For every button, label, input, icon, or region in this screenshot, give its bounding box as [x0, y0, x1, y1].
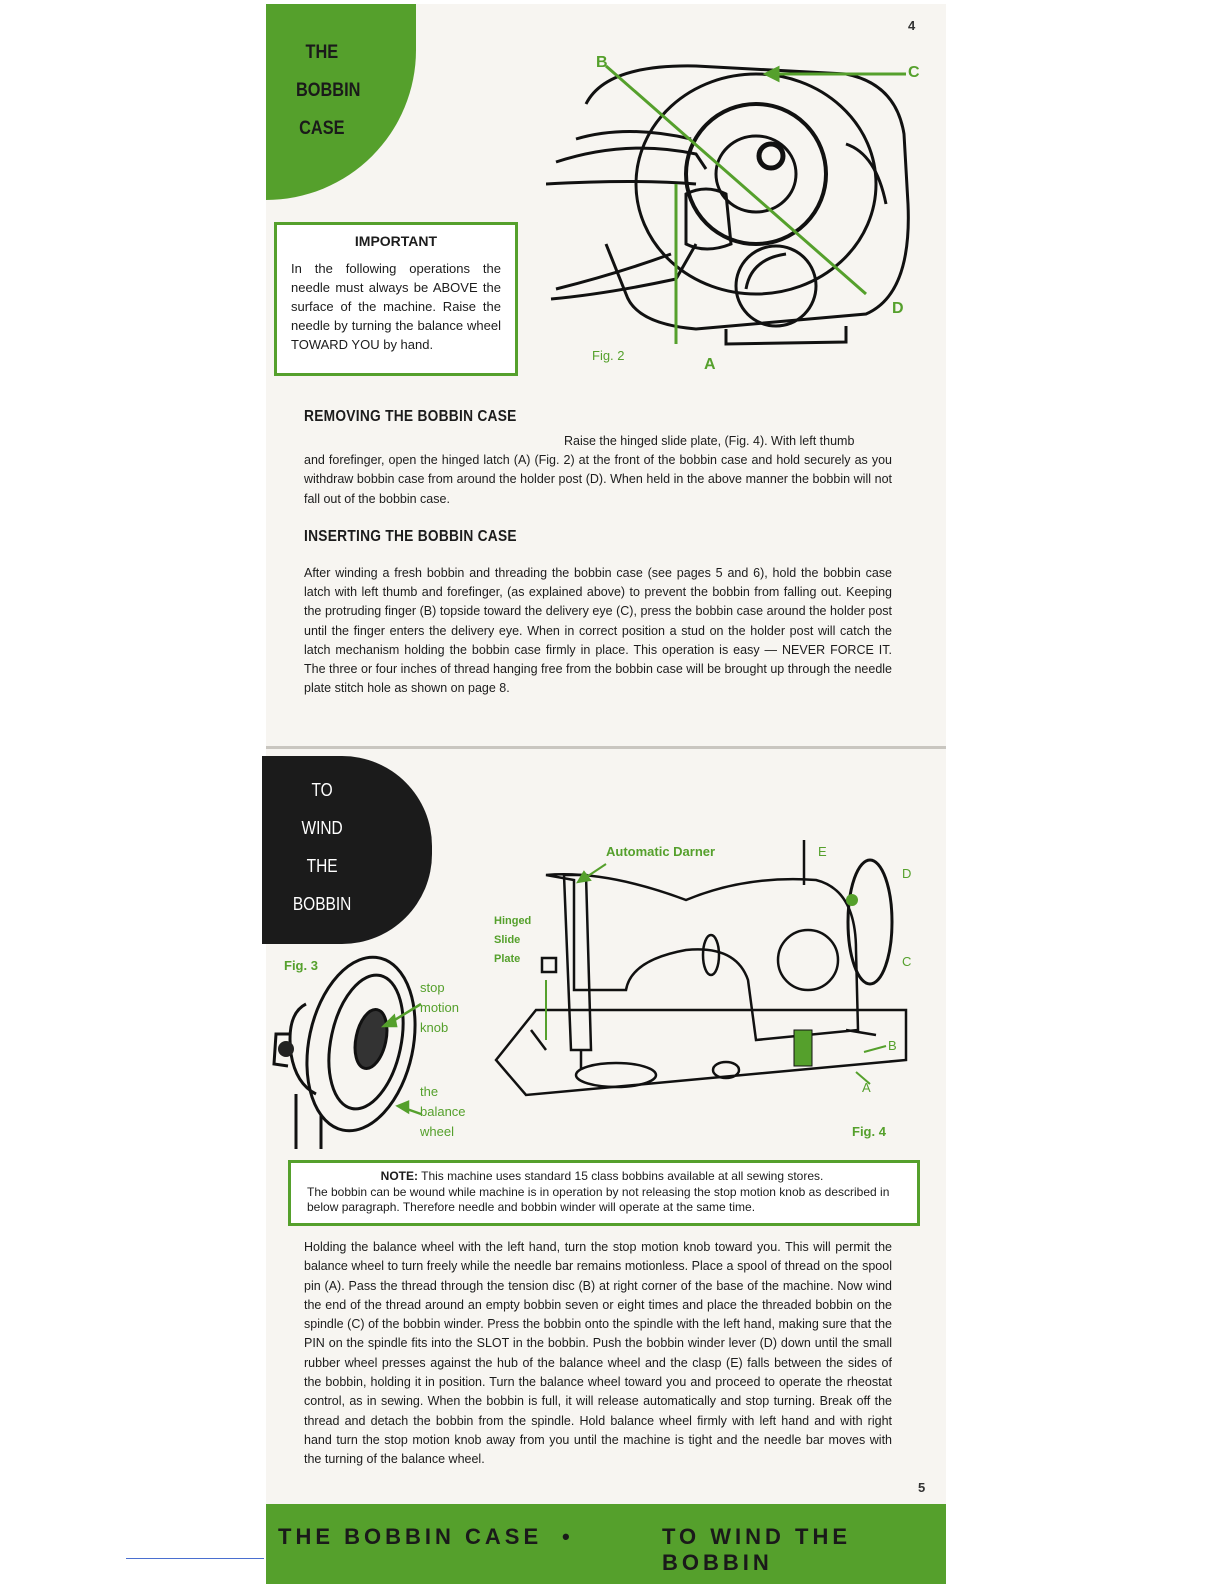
fig2-letter-d: D [892, 300, 904, 317]
wind-title-line-3: THE [306, 856, 338, 876]
footer-right-title: TO WIND THE BOBBIN [662, 1524, 852, 1575]
fig4-letter-e: E [818, 844, 827, 859]
footer-left-title: THE BOBBIN CASE [278, 1524, 543, 1549]
stop-motion-knob-label: stop motion knob [420, 980, 460, 1035]
page-number-top: 4 [908, 18, 916, 33]
wind-bobbin-title [262, 756, 432, 944]
footer-band [266, 1504, 946, 1584]
note-box [288, 1160, 920, 1226]
winding-paragraph: Holding the balance wheel with the left hand, turn the stop motion knob toward you. This will permit the balance wheel to turn freely while the needle bar remains motionless. Place a spool of thread on the spool pin (A). Pass the thread through the tension disc (B) at right corner of the base of the machine. Now wind the end of the thread around an empty bobbin seven or eight times and place the threaded bobbin on the spindle (C) of the bobbin winder. Press the bobbin onto the spindle with the left hand, making sure that the PIN on the spindle fits into the SLOT in the bobbin. Push the bobbin winder lever (D) down until the small rubber wheel presses against the hub of the balance wheel and the clasp (E) falls between the sides of the bobbin, holding it in position. Turn the balance wheel toward you and proceed to operate the rheostat control, as in sewing. When the bobbin is full, it will release automatically and stop turning. Break off the thread and detach the bobbin from the spindle. Hold balance wheel firmly with left hand and with right hand turn the stop motion knob away from you until the machine is tight and the needle bar moves with the turning of the balance wheel. [304, 1240, 892, 1467]
fig4-letter-d: D [902, 866, 912, 881]
important-box [274, 222, 518, 376]
title-line-3: CASE [299, 118, 345, 139]
fig2-letter-a: A [704, 356, 716, 373]
removing-heading: REMOVING THE BOBBIN CASE [304, 408, 517, 425]
fig2-letter-c: C [908, 64, 920, 81]
wind-title-line-4: BOBBIN [292, 894, 352, 914]
fig4-letter-c: C [902, 954, 912, 969]
footer-bullet: • [562, 1524, 574, 1549]
removing-body: and forefinger, open the hinged latch (A) (Fig. 2) at the front of the bobbin case and hold securely as you withdraw bobbin case from around the holder post (D). When held in the above manner the bobbin will not fall out of the bobbin case. [304, 453, 892, 506]
inserting-paragraph: After winding a fresh bobbin and threading the bobbin case (see pages 5 and 6), hold the bobbin case latch with left thumb and forefinger, (as explained above) to prevent the bobbin from falling out. Keeping the protruding finger (B) topside toward the delivery eye (C), press the bobbin case around the holder post until the finger enters the delivery eye. When in correct position a stud on the holder post will catch the latch mechanism holding the bobbin case firmly in place. This operation is easy — NEVER FORCE IT. The three or four inches of thread hanging free from the bobbin case will be brought up through the needle plate stitch hole as shown on page 8. [304, 566, 892, 696]
page-fold-divider [266, 746, 946, 749]
sewing-machine-illustration [486, 830, 916, 1130]
removing-paragraph [304, 432, 892, 509]
wind-title-line-2: WIND [301, 818, 343, 838]
page-number-bottom: 5 [918, 1480, 926, 1495]
fig4-label: Fig. 4 [852, 1124, 886, 1139]
removing-first-line: Raise the hinged slide plate, (Fig. 4). With left thumb [564, 434, 855, 448]
bobbin-case-title [266, 4, 416, 200]
title-line-2: BOBBIN [296, 80, 361, 101]
note-line-1: This machine uses standard 15 class bobbins available at all sewing stores. [421, 1169, 824, 1183]
fig3-label: Fig. 3 [284, 958, 318, 973]
note-body: The bobbin can be wound while machine is in operation by not releasing the stop motion knob as described in below paragraph. Therefore needle and bobbin winder will operate at the same time. [307, 1184, 890, 1214]
underline-rule [126, 1558, 264, 1559]
fig4-letter-a: A [862, 1080, 871, 1095]
manual-page [266, 4, 946, 1584]
hinged-slide-plate-label: Hinged Slide Plate [494, 915, 532, 965]
fig2-letter-b: B [596, 54, 608, 71]
important-heading: IMPORTANT [354, 233, 438, 249]
title-line-1: THE [305, 42, 339, 63]
fig2-label: Fig. 2 [592, 348, 625, 363]
inserting-heading: INSERTING THE BOBBIN CASE [304, 528, 517, 545]
bobbin-case-illustration [546, 44, 946, 374]
important-body: In the following operations the needle must always be ABOVE the surface of the machine. Raise the needle by turning the balance wheel TOWARD YOU by hand. [291, 261, 501, 352]
wind-title-line-1: TO [311, 780, 333, 800]
note-label: NOTE: [380, 1169, 418, 1183]
fig4-letter-b: B [888, 1038, 897, 1053]
balance-wheel-label: the balance wheel [420, 1084, 466, 1139]
automatic-darner-label: Automatic Darner [606, 844, 716, 859]
